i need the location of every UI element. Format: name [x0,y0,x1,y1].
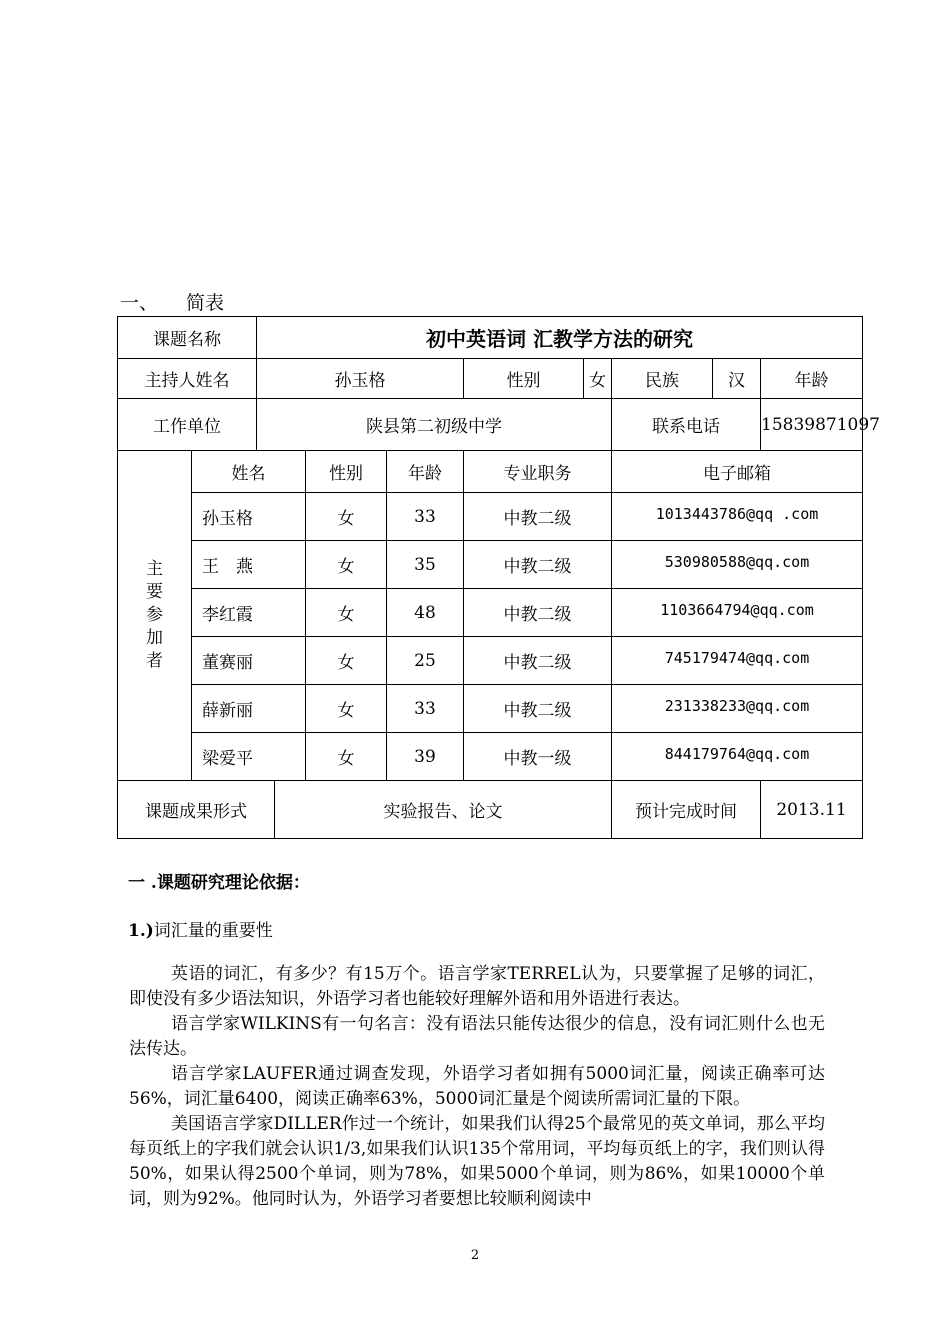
member-email: 1103664794@qq.com [612,589,863,637]
heading-theory-basis: 一 .课题研究理论依据： [128,873,310,893]
section-title-text: 简表 [186,292,225,314]
gender-label: 性别 [464,359,584,399]
member-age: 25 [387,637,464,685]
ethnicity-label: 民族 [612,359,713,399]
heading-vocabulary-importance [128,916,273,941]
heading2-number: 1.) [128,921,154,941]
member-name: 孙玉格 [192,493,306,541]
member-gender: 女 [306,541,387,589]
participants-char: 要 [146,582,163,602]
phone-label: 联系电话 [612,399,761,451]
header-gender: 性别 [306,451,387,493]
paragraph: 语言学家WILKINS有一句名言：没有语法只能传达很少的信息，没有词汇则什么也无法传达。 [129,1014,825,1059]
unit-label: 工作单位 [118,399,257,451]
table-row [118,685,863,733]
member-title: 中教二级 [464,493,612,541]
member-gender: 女 [306,493,387,541]
member-name: 王 燕 [192,541,306,589]
member-title: 中教二级 [464,541,612,589]
section-title [120,288,224,315]
table-row [118,637,863,685]
host-ethnicity: 汉 [713,359,761,399]
finish-value: 2013.11 [761,781,863,839]
header-email: 电子邮箱 [612,451,863,493]
member-title: 中教二级 [464,637,612,685]
participants-label [118,451,192,781]
host-gender: 女 [584,359,612,399]
body-text [129,962,825,1212]
result-label: 课题成果形式 [118,781,275,839]
participants-char: 者 [146,651,163,671]
unit-value: 陕县第二初级中学 [257,399,612,451]
age-label: 年龄 [761,359,863,399]
participants-char: 加 [146,628,163,648]
member-age: 35 [387,541,464,589]
table-row [118,493,863,541]
table-row [118,541,863,589]
paragraph: 美国语言学家DILLER作过一个统计，如果我们认得25个最常见的英文单词，那么平均每页纸上的字我们就会认识1/3,如果我们认识135个常用词，平均每页纸上的字，我们则认得50%，如果认得2500个单词，则为78%，如果5000个单词，则为86%，如果10000个单词，则为92%。他同时认为，外语学习者要想比较顺利阅读中 [129,1114,825,1209]
heading2-text: 词汇量的重要性 [153,921,273,941]
member-gender: 女 [306,637,387,685]
member-name: 梁爱平 [192,733,306,781]
header-name: 姓名 [192,451,306,493]
table-row [118,589,863,637]
topic-value: 初中英语词 汇教学方法的研究 [257,317,863,359]
participants-char: 参 [146,605,163,625]
member-age: 48 [387,589,464,637]
page-number: 2 [470,1248,480,1263]
result-value: 实验报告、论文 [275,781,612,839]
header-age: 年龄 [387,451,464,493]
member-email: 231338233@qq.com [612,685,863,733]
member-gender: 女 [306,589,387,637]
finish-label: 预计完成时间 [612,781,761,839]
member-name: 薛新丽 [192,685,306,733]
summary-table [117,316,880,839]
member-name: 董赛丽 [192,637,306,685]
host-name: 孙玉格 [257,359,464,399]
member-age: 33 [387,685,464,733]
table-row [118,733,863,781]
participants-char: 主 [146,559,163,579]
member-title: 中教二级 [464,685,612,733]
member-title: 中教二级 [464,589,612,637]
header-title: 专业职务 [464,451,612,493]
section-number: 一、 [120,292,159,314]
paragraph: 英语的词汇，有多少？有15万个。语言学家TERREL认为，只要掌握了足够的词汇，即使没有多少语法知识，外语学习者也能较好理解外语和用外语进行表达。 [129,964,825,1009]
member-gender: 女 [306,685,387,733]
paragraph: 语言学家LAUFER通过调查发现，外语学习者如拥有5000词汇量，阅读正确率可达56%，词汇量6400，阅读正确率63%，5000词汇量是个阅读所需词汇量的下限。 [129,1064,825,1109]
member-age: 39 [387,733,464,781]
member-email: 745179474@qq.com [612,637,863,685]
topic-label: 课题名称 [118,317,257,359]
member-email: 1013443786@qq .com [612,493,863,541]
member-email: 530980588@qq.com [612,541,863,589]
member-name: 李红霞 [192,589,306,637]
member-title: 中教一级 [464,733,612,781]
phone-value: 15839871097 [761,399,863,451]
member-gender: 女 [306,733,387,781]
member-age: 33 [387,493,464,541]
member-email: 844179764@qq.com [612,733,863,781]
host-label: 主持人姓名 [118,359,257,399]
